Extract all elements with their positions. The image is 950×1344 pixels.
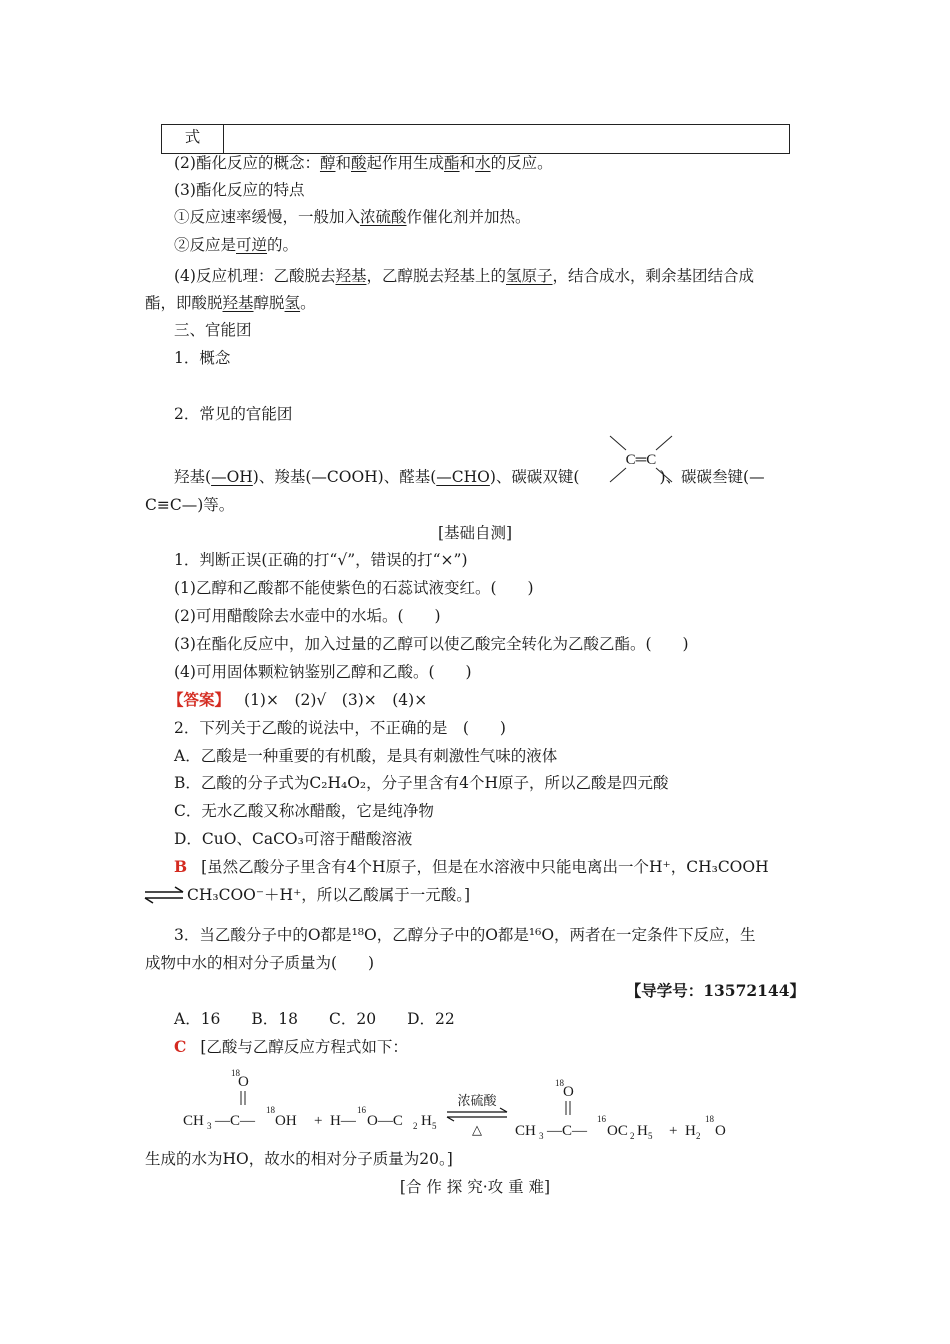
q1-stem: 1．判断正误(正确的打“√”，错误的打“×”) bbox=[174, 551, 468, 569]
svg-text:—C—: —C— bbox=[547, 1123, 588, 1139]
q3-stem-2: 成物中水的相对分子质量为( ) bbox=[145, 954, 375, 972]
svg-text:H: H bbox=[637, 1123, 648, 1139]
svg-text:5: 5 bbox=[432, 1121, 437, 1131]
q1-item: (1)乙醇和乙酸都不能使紫色的石蕊试液变红。( ) bbox=[174, 579, 534, 597]
svg-text:16: 16 bbox=[357, 1105, 366, 1115]
q2-option: D．CuO、CaCO₃可溶于醋酸溶液 bbox=[174, 830, 413, 848]
q2-option: A．乙酸是一种重要的有机酸，是具有刺激性气味的液体 bbox=[174, 747, 558, 765]
svg-text:+: + bbox=[314, 1113, 323, 1129]
svg-text:—C—: —C— bbox=[215, 1113, 256, 1129]
svg-text:3: 3 bbox=[207, 1121, 212, 1131]
svg-text:O: O bbox=[238, 1074, 249, 1090]
q1-answer: 【答案】 (1)× (2)√ (3)× (4)× bbox=[168, 690, 428, 709]
svg-text:OH: OH bbox=[275, 1113, 297, 1129]
q3-stem-1: 3．当乙酸分子中的O都是¹⁸O，乙醇分子中的O都是¹⁶O，两者在一定条件下反应，生 bbox=[174, 926, 756, 944]
answer-tag: 【答案】 bbox=[168, 690, 231, 709]
svg-text:18: 18 bbox=[266, 1105, 275, 1115]
svg-text:O—C: O—C bbox=[367, 1113, 403, 1129]
double-bond-label: C═C bbox=[625, 452, 657, 468]
svg-text:O: O bbox=[715, 1123, 726, 1139]
q2-explanation-2: CH₃COO⁻＋H⁺，所以乙酸属于一元酸。] bbox=[187, 886, 471, 904]
svg-text:18: 18 bbox=[231, 1068, 240, 1078]
table-cell-label: 式 bbox=[162, 125, 224, 154]
q3-explanation: C [乙酸与乙醇反应方程式如下： bbox=[174, 1037, 408, 1056]
svg-text:2: 2 bbox=[413, 1121, 418, 1131]
svg-text:CH: CH bbox=[183, 1113, 204, 1129]
feature-2: ②反应是可逆的。 bbox=[174, 236, 299, 254]
section-functional-groups: 三、官能团 bbox=[174, 321, 252, 339]
svg-text:O: O bbox=[563, 1084, 574, 1100]
svg-text:H: H bbox=[685, 1123, 696, 1139]
mechanism-line-2: 酯，即酸脱羟基醇脱氢。 bbox=[145, 294, 316, 312]
q2-option: C．无水乙酸又称冰醋酸，它是纯净物 bbox=[174, 802, 434, 820]
mechanism-line-1: (4)反应机理：乙酸脱去羟基，乙醇脱去羟基上的氢原子，结合成水，剩余基团结合成 bbox=[174, 267, 755, 285]
esterification-concept: (2)酯化反应的概念：醇和酸起作用生成酯和水的反应。 bbox=[174, 154, 553, 172]
q2-explanation: B [虽然乙酸分子里含有4个H原子，但是在水溶液中只能电离出一个H⁺，CH₃COOH bbox=[174, 857, 769, 876]
svg-text:H: H bbox=[421, 1113, 432, 1129]
section-footer-title: [合 作 探 究·攻 重 难] bbox=[399, 1178, 551, 1196]
functional-groups-line: 羟基(—OH)、羧基(—COOH)、醛基(—CHO)、碳碳双键( )、碳碳叁键(— bbox=[174, 468, 765, 486]
q2-option: B．乙酸的分子式为C₂H₄O₂，分子里含有4个H原子，所以乙酸是四元酸 bbox=[174, 774, 669, 792]
svg-text:△: △ bbox=[472, 1122, 482, 1137]
q3-key: C bbox=[174, 1037, 187, 1056]
q3-options: A．16 B．18 C．20 D．22 bbox=[174, 1010, 455, 1028]
concept-title: 1．概念 bbox=[174, 349, 231, 367]
svg-text:2: 2 bbox=[696, 1131, 701, 1141]
common-groups-title: 2．常见的官能团 bbox=[174, 405, 293, 423]
q1-item: (3)在酯化反应中，加入过量的乙醇可以使乙酸完全转化为乙酸乙酯。( ) bbox=[174, 635, 689, 653]
self-test-title: [基础自测] bbox=[437, 524, 513, 542]
svg-text:2: 2 bbox=[630, 1131, 635, 1141]
q1-item: (2)可用醋酸除去水壶中的水垢。( ) bbox=[174, 607, 441, 625]
feature-1: ①反应速率缓慢，一般加入浓硫酸作催化剂并加热。 bbox=[174, 208, 531, 226]
svg-text:浓硫酸: 浓硫酸 bbox=[457, 1093, 497, 1108]
q1-item: (4)可用固体颗粒钠鉴别乙醇和乙酸。( ) bbox=[174, 663, 472, 681]
svg-text:H—: H— bbox=[330, 1113, 356, 1129]
q2-key: B bbox=[174, 857, 188, 876]
svg-text:5: 5 bbox=[648, 1131, 653, 1141]
esterification-features-title: (3)酯化反应的特点 bbox=[174, 181, 305, 199]
svg-text:3: 3 bbox=[539, 1131, 544, 1141]
top-table bbox=[161, 124, 790, 154]
esterification-equation bbox=[175, 1064, 755, 1150]
q3-explanation-2: 生成的水为HO，故水的相对分子质量为20。] bbox=[145, 1150, 453, 1168]
svg-text:OC: OC bbox=[607, 1123, 628, 1139]
svg-text:+: + bbox=[669, 1123, 678, 1139]
svg-text:CH: CH bbox=[515, 1123, 536, 1139]
svg-text:18: 18 bbox=[555, 1078, 564, 1088]
svg-text:16: 16 bbox=[597, 1114, 606, 1124]
q2-stem: 2．下列关于乙酸的说法中，不正确的是 ( ) bbox=[174, 719, 506, 737]
equilibrium-arrow-icon bbox=[143, 885, 185, 905]
table-cell-empty bbox=[224, 125, 790, 154]
functional-groups-line-2: C≡C—)等。 bbox=[145, 496, 235, 514]
guide-number: 【导学号：13572144】 bbox=[625, 981, 805, 1000]
svg-text:18: 18 bbox=[705, 1114, 714, 1124]
